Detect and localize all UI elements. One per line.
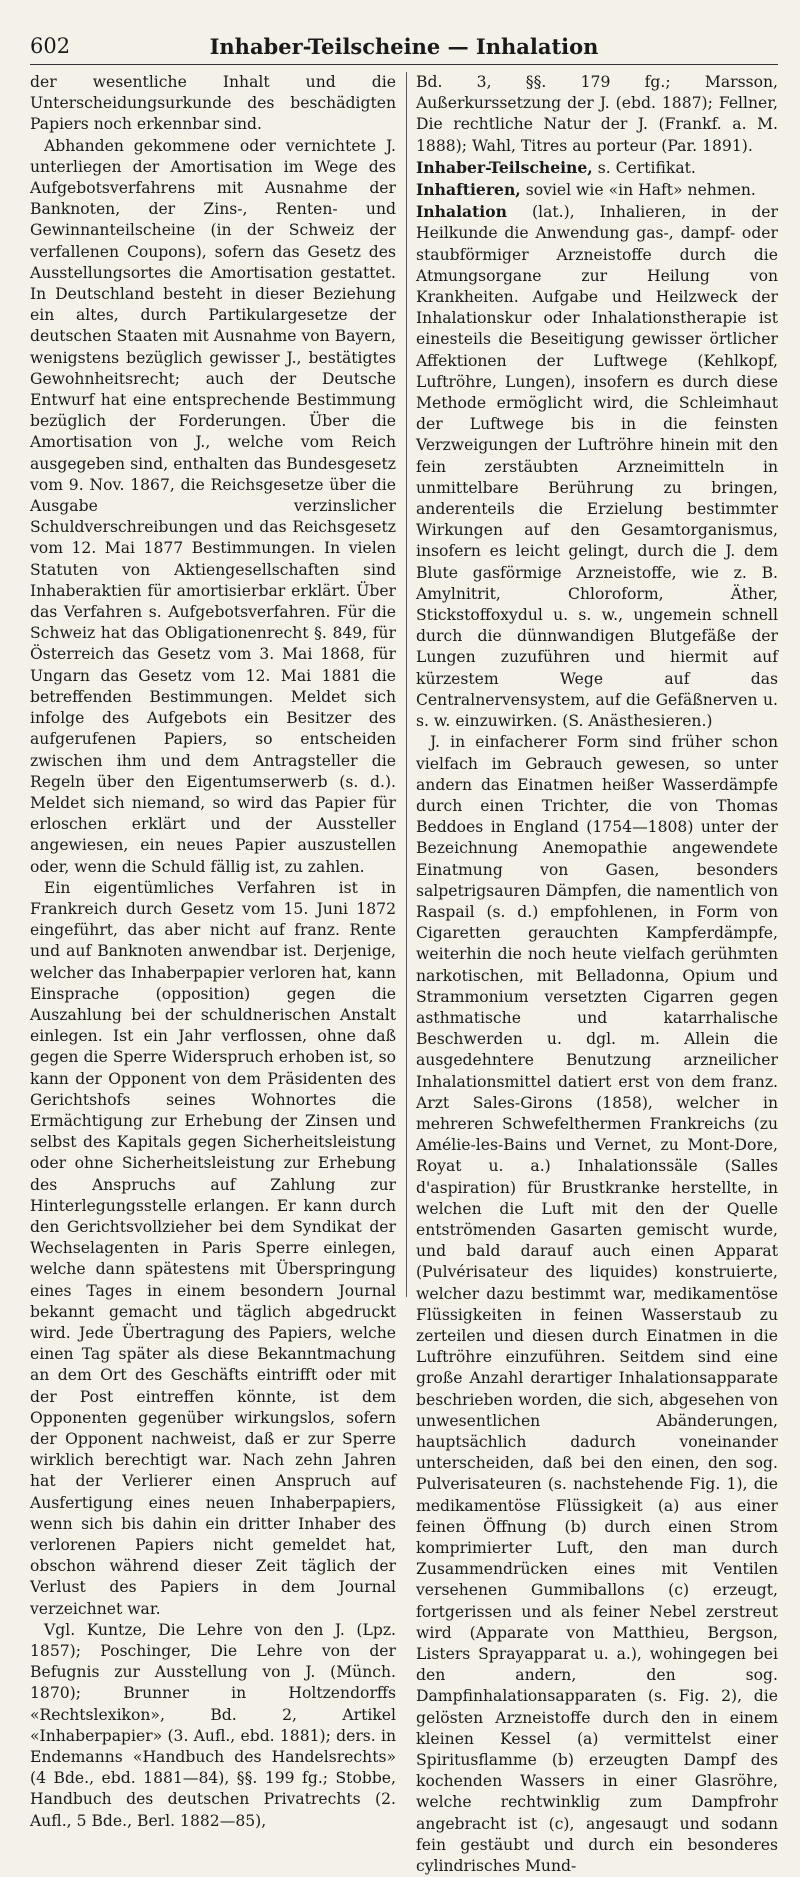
references-paragraph: Vgl. Kuntze, Die Lehre von den J. (Lpz. 1857); Poschinger, Die Lehre von der Befugnis zur Ausstellung von J. (Münch. 1870); Brunner in Holtzendorffs «Rechtslexikon», Bd. 2, Artikel «Inhaberpapier» (3. Aufl., ebd. 1881); ders. in Endemanns «Handbuch des Handelsrechts» (4 Bde., ebd. 1881—84), §§. 199 fg.; Stobbe, Handbuch des deutschen Privatrechts (2. Aufl., 5 Bde., Berl. 1882—85), (30, 1620, 396, 1830)
entry-text: (lat.), Inhalieren, in der Heilkunde die Anwendung gas-, dampf- oder staubförmiger Arzneistoffe durch die Atmungsorgane zur Heilung von Krankheiten. Aufgabe und Heilzweck der Inhalationskur oder Inhalationstherapie ist einesteils die Beseitigung gewisser örtlicher Affektionen der Luftwege (Kehlkopf, Luftröhre, Lungen), insofern es durch diese Methode ermöglicht wird, die Schleimhaut der Luftwege bis in die feinsten Verzweigungen der Luftröhre hinein mit den fein zerstäubten Arzneimitteln in unmittelbare Berührung zu bringen, anderenteils die Erzielung bestimmter Wirkungen auf den Gesamtorganismus, insofern es leicht gelingt, durch die J. dem Blute gasförmige Arzneistoffe, wie z. B. Amylnitrit, Chloroform, Äther, Stickstoffoxydul u. s. w., ungemein schnell durch die dünnwandigen Blutgefäße der Lungen zuzuführen und hiermit auf kürzestem Wege auf das Centralnervensystem, auf die Gefäßnerven u. s. w. einzuwirken. (S. Anästhesieren.) (416, 203, 778, 731)
paragraph: Abhanden gekommene oder vernichtete J. unterliegen der Amortisation im Wege des Aufgebotsverfahrens mit Ausnahme der Banknoten, der Zins-, Renten- und Gewinnanteilscheine (in der Schweiz der verfallenen Coupons), sofern das Gesetz des Ausstellungsortes die Amortisation gestattet. In Deutschland besteht in dieser Beziehung ein altes, durch Partikulargesetze der deutschen Staaten mit Ausnahme von Bayern, wenigstens bezüglich gewisser J., bestätigtes Gewohnheitsrecht; auch der Deutsche Entwurf hat eine entsprechende Bestimmung bezüglich der Forderungen. Über die Amortisation von J., welche vom Reich ausgegeben sind, enthalten das Bundesgesetz vom 9. Nov. 1867, die Reichsgesetze über die Ausgabe verzinslicher Schuldverschreibungen und das Reichsgesetz vom 12. Mai 1877 Bestimmungen. In vielen Statuten von Aktiengesellschaften sind Inhaberaktien für amortisierbar erklärt. Über das Verfahren s. Aufgebotsverfahren. Für die Schweiz hat das Obligationenrecht §. 849, für Österreich das Gesetz vom 3. Mai 1868, für Ungarn das Gesetz vom 12. Mai 1881 die betreffenden Bestimmungen. Meldet sich infolge des Aufgebots ein Besitzer des aufgerufenen Papiers, so entscheiden zwischen ihm und dem Antragsteller die Regeln über den Eigentumserwerb (s. d.). Meldet sich niemand, so wird das Papier für erloschen erklärt und der Aussteller angewiesen, ein neues Papier auszustellen oder, wenn die Schuld fällig ist, zu zahlen. (30, 136, 396, 876)
headword: Inhaber-Teilscheine, (416, 157, 593, 177)
paragraph: der wesentliche Inhalt und die Unterscheidungsurkunde des beschädigten Papiers noch erkennbar sind. (30, 73, 396, 134)
page-header (30, 28, 778, 65)
paragraph: Bd. 3, §§. 179 fg.; Marsson, Außerkurssetzung der J. (ebd. 1887); Fellner, Die rechtliche Natur der J. (Frankf. a. M. 1888); Wahl, Titres au porteur (Par. 1891). (416, 73, 778, 155)
page-number: 602 (30, 34, 71, 58)
paragraph: Ein eigentümliches Verfahren ist in Frankreich durch Gesetz vom 15. Juni 1872 eingeführt, das aber nicht auf franz. Rente und auf Banknoten anwendbar ist. Derjenige, welcher das Inhaberpapier verloren hat, kann Einsprache (opposition) gegen die Auszahlung bei der schuldnerischen Anstalt einlegen. Ist ein Jahr verflossen, ohne daß gegen die Sperre Widerspruch erhoben ist, so kann der Opponent von dem Präsidenten des Gerichtshofs seines Wohnortes die Ermächtigung zur Erhebung der Zinsen und selbst des Kapitals gegen Sicherheitsleistung oder ohne Sicherheitsleistung zur Erhebung des Anspruchs auf Zahlung zur Hinterlegungsstelle erlangen. Er kann durch den Gerichtsvollzieher bei dem Syndikat der Wechselagenten in Paris Sperre einlegen, welche dann spätestens mit Überspringung eines Tages in einem besondern Journal bekannt gemacht und täglich abgedruckt wird. Jede Übertragung des Papiers, welche einen Tag später als diese Bekanntmachung an dem Ort des Geschäfts eintrifft oder mit der Post eintreffen könnte, ist dem Opponenten gegenüber wirkungslos, sofern der Opponent nachweist, daß er zur Sperre wirklich berechtigt war. Nach zehn Jahren hat der Verlierer einen Anspruch auf Ausfertigung eines neuen Inhaberpapiers, wenn sich bis dahin ein dritter Inhaber des verlorenen Papiers nicht gemeldet hat, obschon während dieser Zeit täglich der Verlust des Papiers in dem Journal verzeichnet war. (30, 878, 396, 1618)
headword: Inhalation (416, 202, 507, 222)
right-column (416, 72, 778, 1876)
column-divider (406, 72, 407, 1297)
entry-text: soviel wie «in Haft» nehmen. (520, 181, 756, 200)
headword: Inhaftieren, (416, 180, 521, 200)
entry-inhalation (416, 201, 778, 732)
paragraph: J. in einfacherer Form sind früher schon vielfach im Gebrauch gewesen, so unter andern das Einatmen heißer Wasserdämpfe durch einen Trichter, die von Thomas Beddoes in England (1754—1808) unter der Bezeichnung Anemopathie angewendete Einatmung von Gasen, besonders salpetrigsauren Dämpfen, die namentlich von Raspail (s. d.) empfohlenen, in Form von Cigaretten gerauchten Kampferdämpfe, weiterhin die noch heute vielfach gerühmten narkotischen, mit Belladonna, Opium und Strammonium versetzten Cigarren gegen asthmatische und katarrhalische Beschwerden u. dgl. m. Allein die ausgedehntere Benutzung arzneilicher Inhalationsmittel datiert erst von dem franz. Arzt Sales-Girons (1858), welcher in mehreren Schwefelthermen Frankreichs (zu Amélie-les-Bains und Vernet, zu Mont-Dore, Royat u. a.) Inhalationssäle (Salles d'aspiration) für Brustkranke herstellte, in welchen die Luft mit den der Quelle entströmenden Gasarten gemischt wurde, und bald darauf auch einen Apparat (Pulvérisateur des liquides) konstruierte, welcher dazu bestimmt war, medikamentöse Flüssigkeiten in feinen Wasserstaub zu zerteilen und diesen durch Einatmen in die Luftröhre einzuführen. Seitdem sind eine große Anzahl derartiger Inhalationsapparate beschrieben worden, die sich, abgesehen von unwesentlichen Abänderungen, hauptsächlich dadurch voneinander unterscheiden, daß bei den einen, den sog. Pulverisateuren (s. nachstehende Fig. 1), die medikamentöse Flüssigkeit (a) aus einer feinen Öffnung (b) durch einen Strom komprimierter Luft, den man durch Zusammendrücken eines mit Ventilen versehenen Gummiballons (c) erzeugt, fortgerissen und als feiner Nebel zerstreut wird (Apparate von Matthieu, Bergson, Listers Sprayapparat u. a.), wohingegen bei den andern, den sog. Dampfinhalationsapparaten (s. Fig. 2), die gelösten Arzneistoffe durch den in einem kleinen Kessel (a) vermittelst einer Spiritusflamme (b) erzeugten Dampf des kochenden Wassers in einer Glasröhre, welche rechtwinklig zum Dampfrohr angebracht ist (c), angesaugt und sodann fein gestäubt und durch ein besonderes cylindrisches Mund- (416, 733, 778, 1876)
left-column (30, 72, 396, 1830)
running-title: Inhaber-Teilscheine — Inhalation (209, 34, 599, 59)
entry-inhaftieren (416, 179, 778, 201)
entry-text: s. Certifikat. (592, 158, 696, 177)
entry-inhaber-teilscheine (416, 157, 778, 179)
